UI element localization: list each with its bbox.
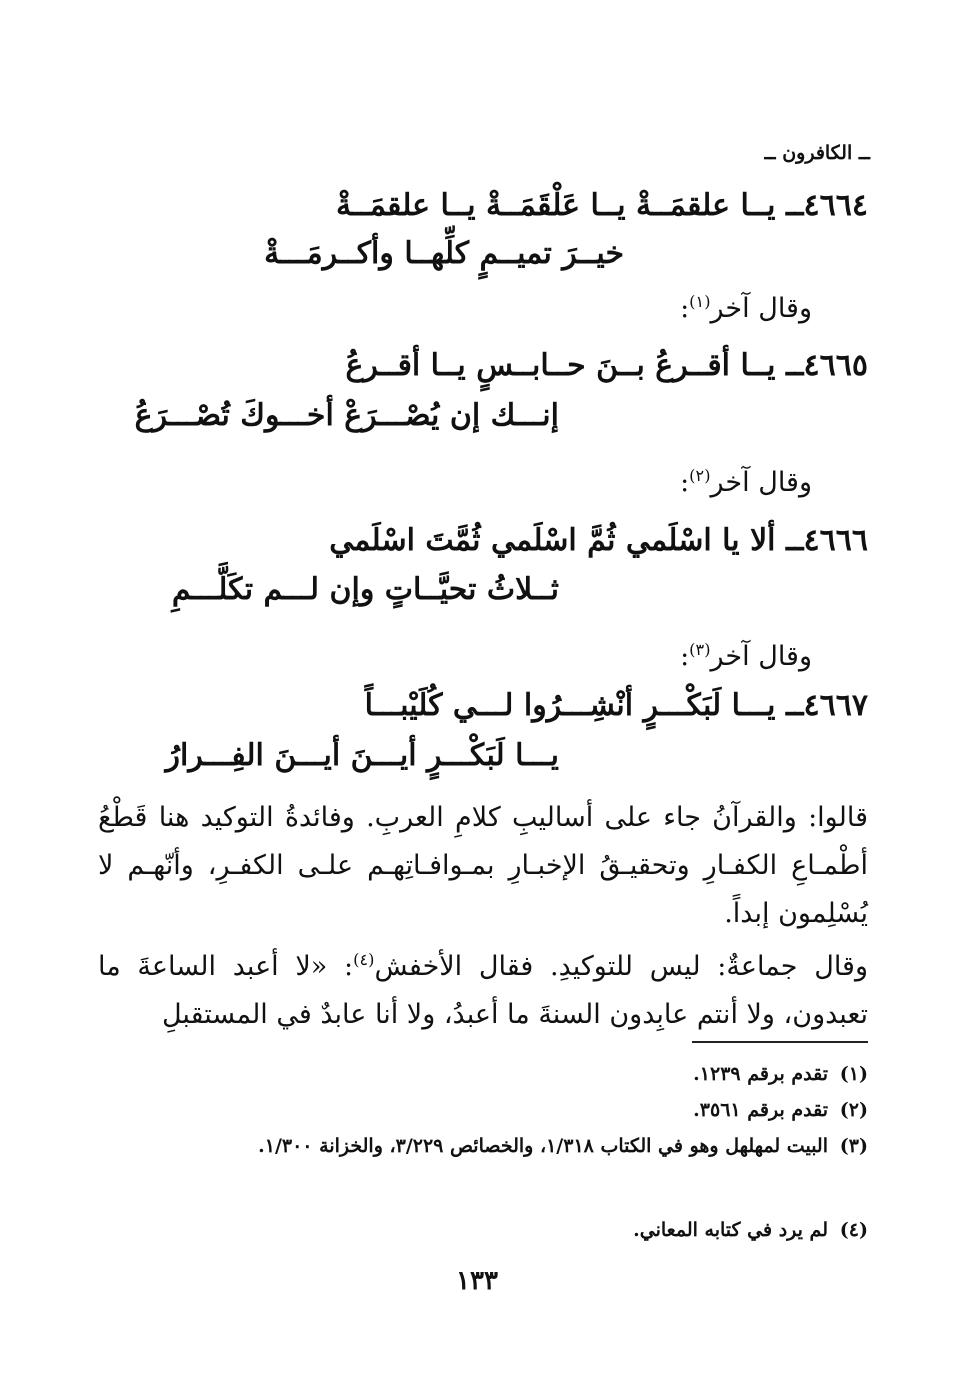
verse-number: ٤٦٦٤ــ [785,188,868,223]
qala-line: وقال آخر$^{(٢)}$: [680,466,812,498]
verse-hemistich: يــا علقمَــةْ يــا عَلْقَمَــةْ يــا علقمَــةْ [336,188,776,223]
verse-line-second: إنـــك إن يُصْـــرَعْ أخـــوكَ تُصْـــرَعُ [134,398,559,433]
verse-line-second: ثــلاثُ تحيَّــاتٍ وإن لـــم تكَلَّـــمِ [171,572,559,607]
footnote-number: (٣) [839,1135,868,1157]
verse-hemistich: يـــا لَبَكْـــرٍ أنْشِـــرُوا لـــي كُلَيْبـــاً [364,688,776,723]
verse-hemistich: يــا أقــرعُ بــنَ حــابــسٍ يــا أقــرعُ [345,348,776,383]
footnote-separator [692,1041,868,1043]
footnote-ref: (٣) [689,640,711,659]
footnote: (١)تقدم برقم ١٢٣٩. [84,1056,868,1092]
verse-line-second: خيــرَ تميــمٍ كلِّهــا وأكــرمَـــةْ [264,236,624,271]
footnote-ref: (٢) [689,466,711,485]
footnote: (٢)تقدم برقم ٣٥٦١. [84,1092,868,1128]
footnote-number: (٢) [839,1099,868,1121]
verse-line-first [346,348,868,383]
verse-line-second: يـــا لَبَكْـــرٍ أيـــنَ أيـــنَ الفِـــرارُ [165,738,559,773]
verse-number: ٤٦٦٧ــ [785,688,868,723]
qala-line: وقال آخر$^{(١)}$: [680,292,812,324]
footnote-ref: (٤) [353,950,375,969]
running-header: ــ الكافرون ــ [764,142,870,164]
body-paragraph: وقال جماعةٌ: ليس للتوكيدِ. فقال الأخفش$^{(٤)}$: «لا أعبد الساعةَ ما تعبدون، ولا أنتم عابِدون السنةَ ما أعبدُ، ولا أنا عابدٌ في المستقبلِ [98,950,868,1030]
verse-hemistich: ألا يا اسْلَمي ثُمَّ اسْلَمي ثُمَّتَ اسْلَمي [329,523,776,558]
page-number: ١٣٣ [456,1266,498,1296]
footnote: (٣)البيت لمهلهل وهو في الكتاب ١/٣١٨، والخصائص ٣/٢٢٩، والخزانة ١/٣٠٠. [84,1128,868,1164]
footnote-number: (١) [839,1063,868,1085]
qala-line: وقال آخر$^{(٣)}$: [680,640,812,672]
verse-line-first [329,523,868,558]
footnote-ref: (١) [689,292,711,311]
body-paragraph: قالوا: والقرآنُ جاء على أساليبِ كلامِ العربِ. وفائدةُ التوكيد هنا قَطْعُ أطْمـاعِ الكفـارِ وتحقيـقُ الإخبـارِ بمـوافـاتِهـم علـى الكفـرِ، وأنّهـم لا يُسْلِمون إبداً. [98,802,868,929]
verse-number: ٤٦٦٦ــ [785,523,868,558]
verse-line-first [365,688,868,723]
verse-line-first [336,188,868,223]
footnote-number: (٤) [839,1219,868,1241]
footnote: (٤)لم يرد في كتابه المعاني. [84,1212,868,1248]
verse-number: ٤٦٦٥ــ [785,348,868,383]
